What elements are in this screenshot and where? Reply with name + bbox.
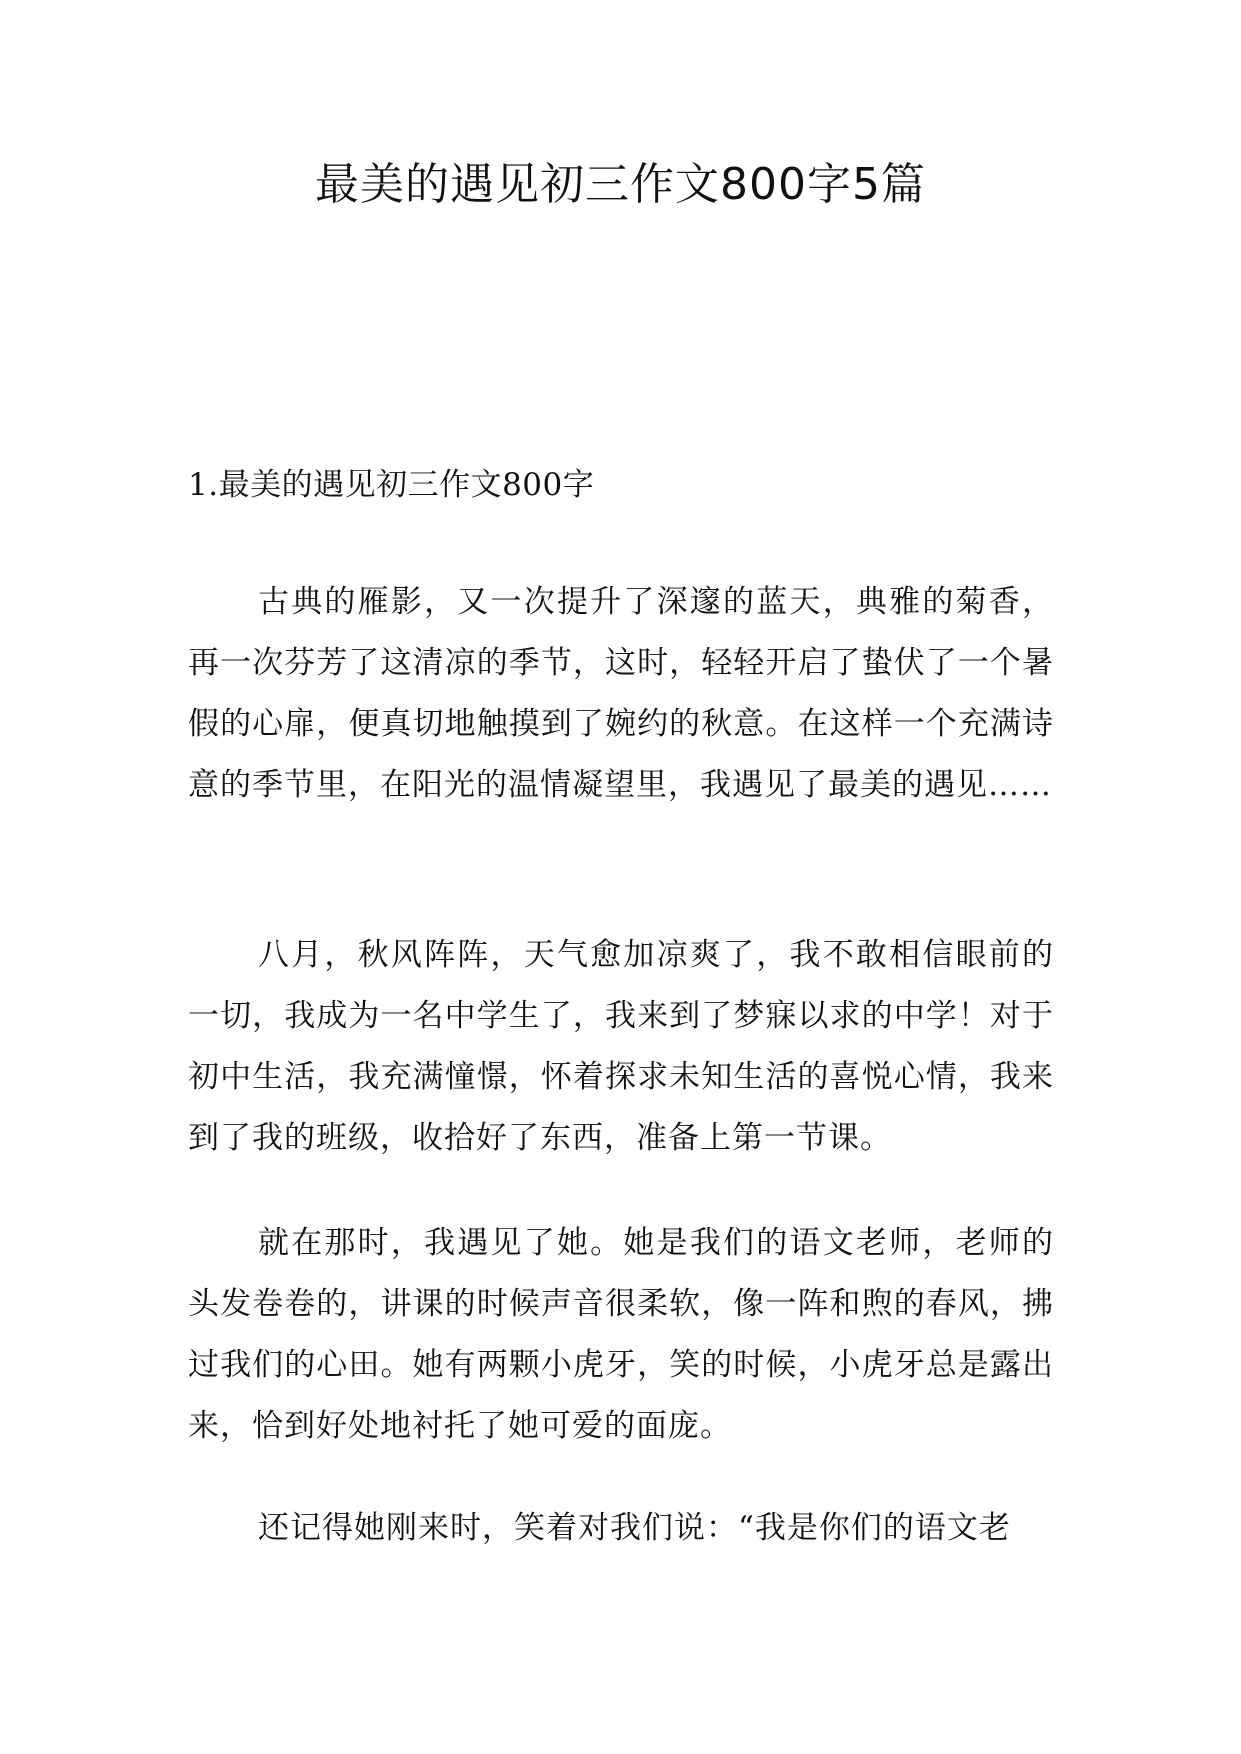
paragraph: 古典的雁影，又一次提升了深邃的蓝天，典雅的菊香，再一次芬芳了这清凉的季节，这时，轻轻开启了蛰伏了一个暑假的心扉，便真切地触摸到了婉约的秋意。在这样一个充满诗意的季节里，在阳光的温情凝望里，我遇见了最美的遇见…… <box>188 584 1054 803</box>
document-title: 最美的遇见初三作文800字5篇 <box>315 159 926 210</box>
paragraph: 就在那时，我遇见了她。她是我们的语文老师，老师的头发卷卷的，讲课的时候声音很柔软，像一阵和煦的春风，拂过我们的心田。她有两颗小虎牙，笑的时候，小虎牙总是露出来，恰到好处地衬托了她可爱的面庞。 <box>188 1225 1054 1444</box>
paragraph: 八月，秋风阵阵，天气愈加凉爽了，我不敢相信眼前的一切，我成为一名中学生了，我来到了梦寐以求的中学！对于初中生活，我充满憧憬，怀着探求未知生活的喜悦心情，我来到了我的班级，收拾好了东西，准备上第一节课。 <box>188 937 1054 1156</box>
section-heading: 1.最美的遇见初三作文800字 <box>188 467 595 503</box>
paragraph: 还记得她刚来时，笑着对我们说：“我是你们的语文老 <box>258 1510 1011 1546</box>
